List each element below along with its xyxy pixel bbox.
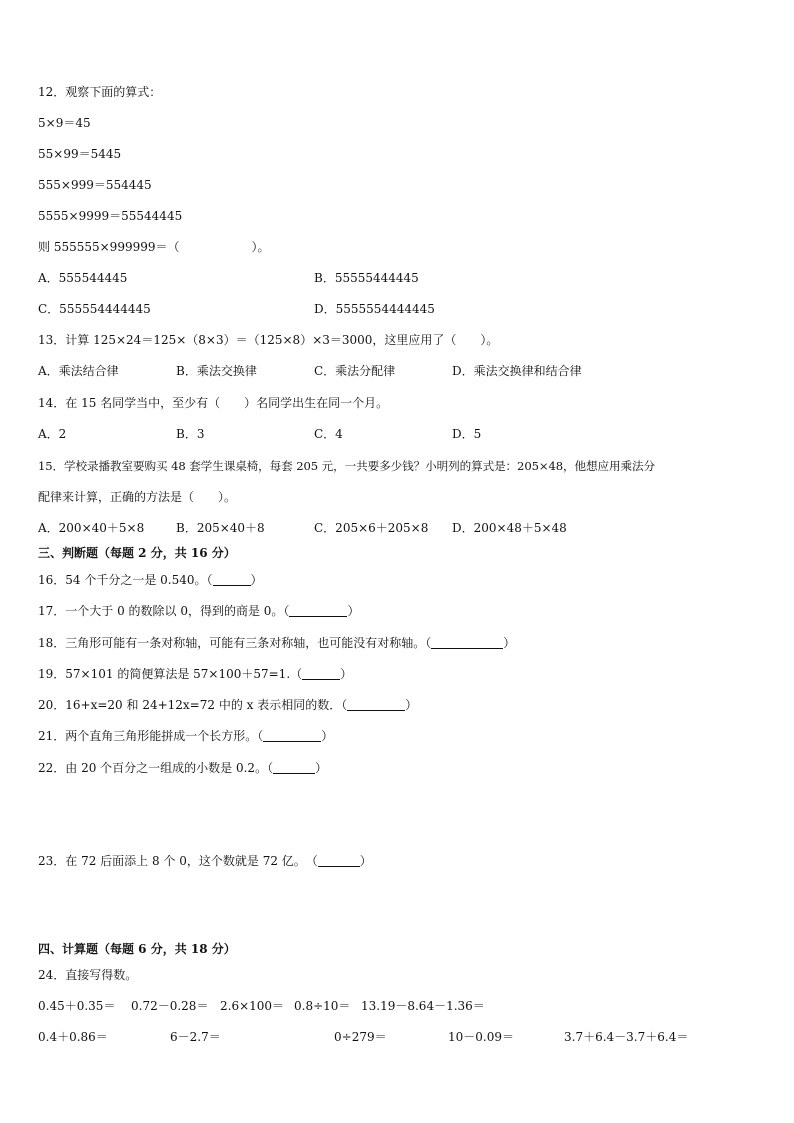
judge-23-blank[interactable]	[318, 854, 360, 867]
q24-item-6: 0.4＋0.86＝	[38, 1030, 108, 1044]
judge-19	[38, 666, 352, 682]
judge-17	[38, 603, 359, 619]
q24-item-7: 6－2.7＝	[170, 1030, 221, 1044]
judge-23-text: 23．在 72 后面添上 8 个 0，这个数就是 72 亿。 （	[38, 854, 318, 868]
judge-16	[38, 572, 263, 588]
q13-options	[38, 363, 758, 379]
q15-stem-line-1: 15．学校录播教室要购买 48 套学生课桌椅，每套 205 元，一共要多少钱？小明列的算式是：205×48，他想应用乘法分	[38, 459, 656, 473]
q15-options	[38, 520, 758, 536]
q12-options-2	[38, 301, 758, 317]
judge-21-close: ）	[321, 729, 334, 743]
judge-16-blank[interactable]	[213, 573, 251, 586]
q13-option-b[interactable]: B．乘法交换律	[176, 364, 257, 378]
q13-option-d[interactable]: D．乘法交换律和结合律	[452, 364, 582, 378]
judge-20-text: 20．16+x=20 和 24+12x=72 中的 x 表示相同的数．（	[38, 698, 348, 712]
q12-question-post: ）。	[251, 240, 270, 254]
q24-stem: 24．直接写得数。	[38, 968, 138, 982]
q12-line-2: 55×99＝5445	[38, 147, 122, 161]
judge-21	[38, 728, 333, 744]
judge-23	[38, 853, 372, 869]
q15-option-b[interactable]: B．205×40＋8	[176, 521, 265, 535]
q14-options	[38, 426, 758, 442]
judge-17-close: ）	[347, 604, 360, 618]
judge-18-text: 18．三角形可能有一条对称轴，可能有三条对称轴，也可能没有对称轴。（	[38, 636, 432, 650]
judge-22-blank[interactable]	[273, 761, 315, 774]
q12-stem: 12．观察下面的算式：	[38, 85, 162, 99]
section-3-title: 三、判断题（每题 2 分，共 16 分）	[38, 546, 236, 560]
q24-item-1: 0.45＋0.35＝	[38, 999, 116, 1013]
judge-18-blank[interactable]	[431, 636, 503, 649]
judge-20	[38, 697, 417, 713]
judge-22	[38, 760, 327, 776]
judge-22-text: 22．由 20 个百分之一组成的小数是 0.2。（	[38, 761, 274, 775]
q24-item-10: 3.7＋6.4－3.7＋6.4＝	[564, 1030, 689, 1044]
q15-stem-line-2: 配律来计算，正确的方法是（ ）。	[38, 490, 237, 504]
judge-17-blank[interactable]	[289, 604, 347, 617]
q15-option-d[interactable]: D．200×48＋5×48	[452, 521, 567, 535]
q12-option-d[interactable]: D．5555554444445	[314, 302, 435, 316]
q12-question-pre: 则 555555×999999＝（	[38, 240, 180, 254]
q24-item-8: 0÷279＝	[334, 1030, 387, 1044]
q12-options	[38, 270, 758, 286]
q15-option-a[interactable]: A．200×40＋5×8	[38, 521, 145, 535]
q24-item-2: 0.72－0.28＝	[131, 999, 209, 1013]
q12-option-b[interactable]: B．55555444445	[314, 271, 419, 285]
q12-line-1: 5×9＝45	[38, 116, 91, 130]
section-4-title: 四、计算题（每题 6 分，共 18 分）	[38, 942, 236, 956]
judge-20-blank[interactable]	[347, 698, 405, 711]
q14-stem: 14．在 15 名同学当中，至少有（ ）名同学出生在同一个月。	[38, 396, 389, 410]
q15-option-c[interactable]: C．205×6＋205×8	[314, 521, 429, 535]
q12-question	[38, 239, 270, 255]
q12-line-3: 555×999＝554445	[38, 178, 152, 192]
q24-row-2	[38, 1029, 758, 1045]
q14-option-c[interactable]: C．4	[314, 427, 343, 441]
judge-21-text: 21．两个直角三角形能拼成一个长方形。（	[38, 729, 264, 743]
judge-22-close: ）	[315, 761, 328, 775]
judge-23-close: ）	[359, 854, 372, 868]
q14-option-b[interactable]: B．3	[176, 427, 205, 441]
judge-16-text: 16．54 个千分之一是 0.540。（	[38, 573, 213, 587]
q14-option-d[interactable]: D．5	[452, 427, 482, 441]
judge-20-close: ）	[405, 698, 418, 712]
judge-21-blank[interactable]	[263, 729, 321, 742]
q24-row-1	[38, 998, 758, 1014]
judge-19-text: 19．57×101 的简便算法是 57×100＋57=1.（	[38, 667, 303, 681]
q13-option-c[interactable]: C．乘法分配律	[314, 364, 396, 378]
judge-16-close: ）	[250, 573, 263, 587]
q13-option-a[interactable]: A．乘法结合律	[38, 364, 119, 378]
judge-17-text: 17．一个大于 0 的数除以 0，得到的商是 0。（	[38, 604, 290, 618]
judge-19-blank[interactable]	[302, 667, 340, 680]
q24-item-9: 10－0.09＝	[448, 1030, 514, 1044]
q14-option-a[interactable]: A．2	[38, 427, 67, 441]
q12-line-4: 5555×9999＝55544445	[38, 209, 183, 223]
q24-item-5: 13.19－8.64－1.36＝	[361, 999, 485, 1013]
q12-option-c[interactable]: C．555554444445	[38, 302, 151, 316]
judge-18-close: ）	[503, 636, 516, 650]
q12-option-a[interactable]: A．555544445	[38, 271, 128, 285]
q24-item-3: 2.6×100＝	[220, 999, 285, 1013]
q13-stem: 13．计算 125×24＝125×（8×3）＝（125×8）×3＝3000，这里应用了（ ）。	[38, 333, 499, 347]
judge-18	[38, 635, 515, 651]
judge-19-close: ）	[340, 667, 353, 681]
q24-item-4: 0.8÷10＝	[294, 999, 351, 1013]
